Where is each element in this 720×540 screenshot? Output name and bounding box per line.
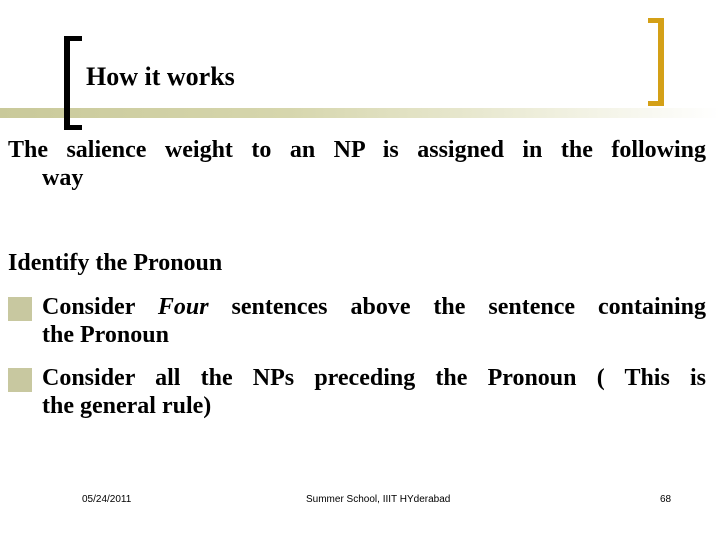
- bullet-item-2: [8, 364, 706, 420]
- bullet-item-1: [8, 293, 706, 349]
- bullet-1-emphasis: Four: [157, 294, 209, 320]
- left-bracket-decoration: [64, 36, 82, 130]
- bullet-2-line-2: the general rule): [42, 393, 212, 419]
- bullet-text-1: [42, 293, 706, 349]
- bullet-1-post: sentences above the sentence containing: [208, 294, 706, 320]
- bullet-1-line-2: the Pronoun: [42, 322, 169, 348]
- bullet-text-2: [42, 364, 706, 420]
- intro-line-1: The salience weight to an NP is assigned in the following: [8, 137, 706, 163]
- bullet-square-icon: [8, 297, 32, 321]
- bullet-square-icon: [8, 368, 32, 392]
- footer-date: 05/24/2011: [82, 494, 132, 505]
- intro-line-2: way: [42, 165, 84, 191]
- bullet-1-line-1: [42, 293, 706, 321]
- intro-paragraph: [8, 136, 706, 192]
- bullet-2-line-1: Consider all the NPs preceding the Pronoun ( This is: [42, 365, 706, 391]
- section-heading: Identify the Pronoun: [8, 250, 223, 276]
- slide-title: How it works: [86, 62, 235, 91]
- title-band: [0, 108, 720, 118]
- right-bracket-decoration: [648, 18, 664, 106]
- footer-page-number: 68: [660, 494, 672, 505]
- bullet-1-pre: Consider: [42, 294, 158, 320]
- footer-center: Summer School, IIIT HYderabad: [306, 494, 451, 505]
